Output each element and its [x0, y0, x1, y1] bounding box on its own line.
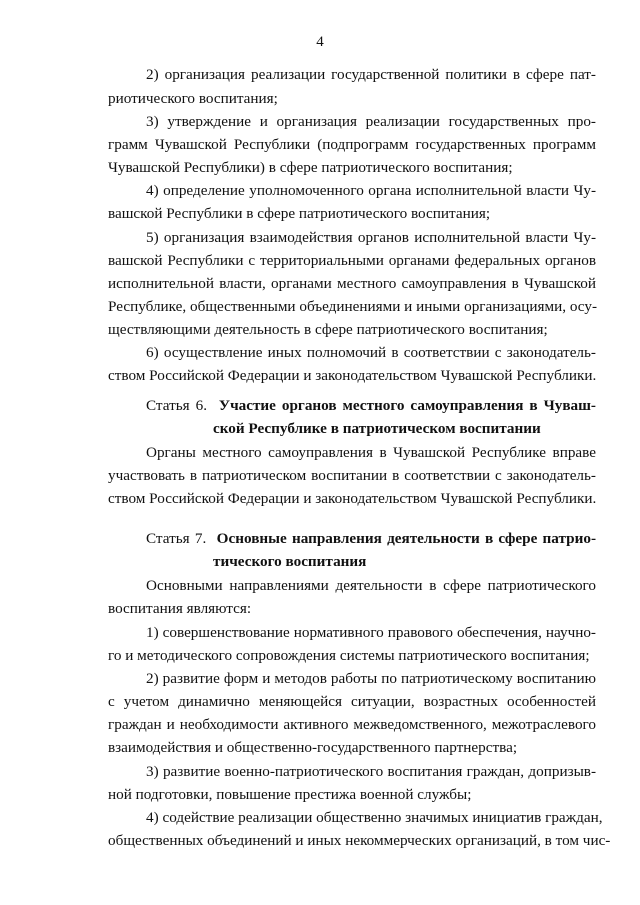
text-line: 4) содействие реализации общественно значимых инициатив граждан,	[146, 809, 603, 826]
article-7-label: Статья 7.	[146, 530, 207, 547]
text-line: ством Российской Федерации и законодательством Чувашской Республики.	[108, 367, 597, 384]
article-6-title-line-2: ской Республике в патриотическом воспитании	[213, 420, 541, 437]
text-line: 5) организация взаимодействия органов исполнительной власти Чу-	[146, 229, 596, 246]
text-line: граждан и необходимости активного межведомственного, межотраслевого	[108, 716, 596, 733]
text-line: ной подготовки, повышение престижа военной службы;	[108, 786, 472, 803]
text-line: го и методического сопровождения системы патриотического воспитания;	[108, 647, 590, 664]
text-line: вашской Республики в сфере патриотического воспитания;	[108, 205, 491, 222]
text-line: грамм Чувашской Республики (подпрограмм государственных программ	[108, 136, 596, 153]
text-line: воспитания являются:	[108, 600, 252, 617]
text-line: взаимодействия и общественно-государственного партнерства;	[108, 739, 518, 756]
text-line: 3) утверждение и организация реализации государственных про-	[146, 113, 596, 130]
text-line: 4) определение уполномоченного органа исполнительной власти Чу-	[146, 182, 596, 199]
text-line: 1) совершенствование нормативного правового обеспечения, научно-	[146, 624, 596, 641]
text-line: 2) организация реализации государственной политики в сфере пат-	[146, 66, 596, 83]
article-6-heading	[146, 397, 596, 414]
text-line: Органы местного самоуправления в Чувашской Республике вправе	[146, 444, 596, 461]
text-line: исполнительной власти, органами местного самоуправления в Чувашской	[108, 275, 596, 292]
text-line: участвовать в патриотическом воспитании в соответствии с законодатель-	[108, 467, 596, 484]
text-line: 2) развитие форм и методов работы по патриотическому воспитанию	[146, 670, 596, 687]
page-number: 4	[316, 34, 324, 50]
article-6-title-line-1: Участие органов местного самоуправления в Чуваш-	[218, 397, 596, 414]
text-line: 6) осуществление иных полномочий в соответствии с законодатель-	[146, 344, 596, 361]
text-line: Республике, общественными объединениями и иными организациями, осу-	[108, 298, 597, 315]
article-7-title-line-1: Основные направления деятельности в сфере патрио-	[216, 530, 596, 547]
text-line: с учетом динамично меняющейся ситуации, возрастных особенностей	[108, 693, 596, 710]
text-line: 3) развитие военно-патриотического воспитания граждан, допризыв-	[146, 763, 596, 780]
article-6-label: Статья 6.	[146, 397, 207, 414]
text-line: вашской Республики с территориальными органами федеральных органов	[108, 252, 596, 269]
article-7-heading	[146, 530, 596, 547]
article-7-title-line-2: тического воспитания	[213, 553, 367, 570]
text-line: ством Российской Федерации и законодательством Чувашской Республики.	[108, 490, 597, 507]
text-line: Чувашской Республики) в сфере патриотического воспитания;	[108, 159, 513, 176]
text-line: ществляющими деятельность в сфере патриотического воспитания;	[108, 321, 548, 338]
text-line: риотического воспитания;	[108, 90, 278, 107]
text-line: Основными направлениями деятельности в сфере патриотического	[146, 577, 596, 594]
text-line: общественных объединений и иных некоммерческих организаций, в том чис-	[108, 832, 611, 849]
